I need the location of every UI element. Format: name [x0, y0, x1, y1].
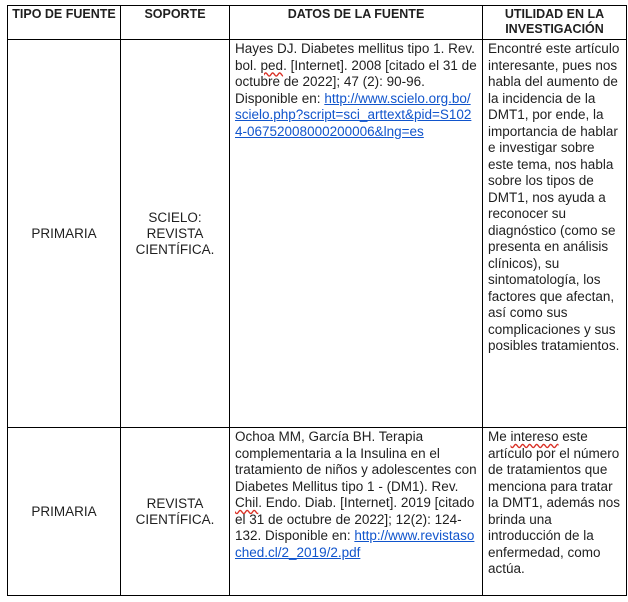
citation-text: Hayes DJ. Diabetes mellitus tipo 1. Rev. bol.	[235, 41, 475, 73]
header-tipo: TIPO DE FUENTE	[8, 6, 121, 40]
citation-text: Ochoa MM, García BH. Terapia complementaria a la Insulina en el tratamiento de niños y adolescentes con Diabetes Mellitus tipo 1 - (DM1). Rev.	[235, 429, 477, 494]
citation-text: Chil	[235, 495, 259, 510]
cell-utilidad: Encontré este artículo interesante, pues nos habla del aumento de la incidencia de la DMT1, por ende, la importancia de hablar e investigar sobre este tema, nos habla sobre los tipos de DMT1, nos ayuda a reconocer su diagnóstico (como se presenta en análisis clínicos), su sintomatología, los factores que afectan, así como sus complicaciones y sus posibles tratamientos.	[483, 40, 627, 428]
header-soporte: SOPORTE	[121, 6, 230, 40]
cell-soporte: REVISTA CIENTÍFICA.	[121, 428, 230, 596]
source-link[interactable]: http://www.scielo.org.bo/scielo.php?script=sci_arttext&pid=S1024-06752008000200006&lng=es	[235, 90, 472, 139]
utility-text: intereso	[510, 429, 559, 444]
header-datos: DATOS DE LA FUENTE	[230, 6, 483, 40]
table-row	[8, 40, 627, 428]
cell-utilidad	[483, 428, 627, 596]
citation-text: ped	[260, 57, 284, 73]
sources-table	[7, 5, 627, 596]
table-row	[8, 428, 627, 596]
utility-text: Me	[488, 429, 511, 444]
citation-text: . [Internet]. 2008 [citado el 31 de octubre de 2022]; 47 (2): 90-96. Disponible en:	[235, 57, 477, 106]
cell-datos	[230, 40, 483, 428]
cell-soporte: SCIELO: REVISTA CIENTÍFICA.	[121, 40, 230, 428]
cell-datos	[230, 428, 483, 596]
cell-tipo: PRIMARIA	[8, 40, 121, 428]
utility-text: este artículo por el número de tratamientos que menciona para tratar la DMT1, además nos brinda una introducción de la enfermedad, como actúa.	[488, 429, 621, 576]
source-link[interactable]: http://www.revistasoched.cl/2_2019/2.pdf	[235, 528, 475, 560]
citation-text: . Endo. Diab. [Internet]. 2019 [citado el 31 de octubre de 2022]; 12(2): 124-132. Disponible en:	[235, 495, 475, 543]
header-utilidad: UTILIDAD EN LA INVESTIGACIÓN	[483, 6, 627, 40]
header-row	[8, 6, 627, 40]
cell-tipo: PRIMARIA	[8, 428, 121, 596]
